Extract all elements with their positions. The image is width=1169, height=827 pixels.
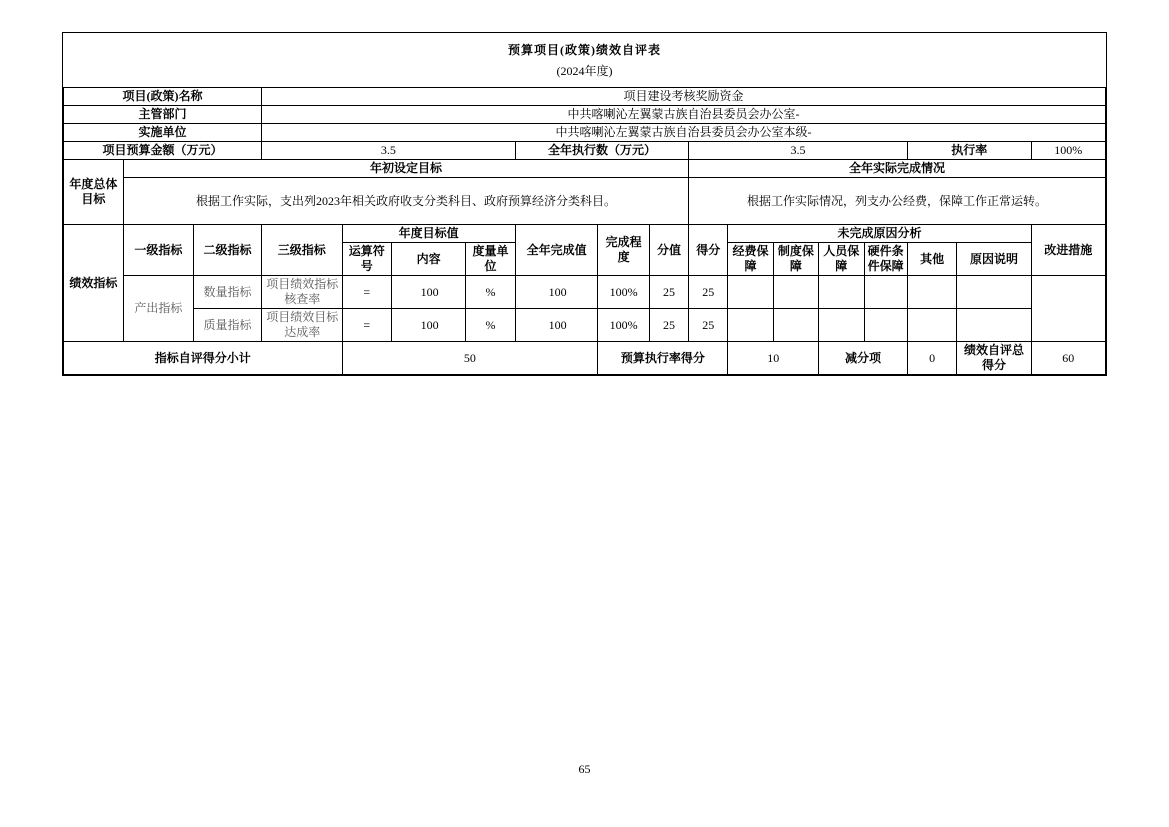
header-level1: 一级指标 (123, 225, 193, 276)
row-completion-degree: 100% (598, 309, 650, 342)
row-unit: % (466, 309, 516, 342)
exec-rate-score-value: 10 (728, 342, 819, 375)
row-annual-completed: 100 (515, 276, 598, 309)
row-level2: 数量指标 (193, 276, 261, 309)
department-label: 主管部门 (64, 106, 262, 124)
annual-exec-value: 3.5 (689, 142, 908, 160)
row-system-guarantee (773, 276, 818, 309)
department-row (64, 106, 1106, 124)
actual-completion-text: 根据工作实际情况，列支办公经费，保障工作正常运转。 (689, 178, 1106, 225)
row-level3: 项目绩效目标达成率 (262, 309, 342, 342)
row-level3: 项目绩效指标核查率 (262, 276, 342, 309)
project-name-value: 项目建设考核奖励资金 (262, 88, 1106, 106)
header-reason-note: 原因说明 (957, 243, 1031, 276)
main-table (63, 33, 1106, 375)
header-annual-completed: 全年完成值 (515, 225, 598, 276)
header-completion-degree: 完成程度 (598, 225, 650, 276)
subtitle-row (64, 62, 1106, 88)
row-personnel-guarantee (819, 276, 864, 309)
header-improvement: 改进措施 (1031, 225, 1105, 276)
exec-rate-value: 100% (1031, 142, 1105, 160)
header-level3: 三级指标 (262, 225, 342, 276)
annual-exec-label: 全年执行数（万元） (515, 142, 688, 160)
annual-goal-header-row (64, 160, 1106, 178)
header-other: 其他 (907, 243, 957, 276)
header-level2: 二级指标 (193, 225, 261, 276)
row-content: 100 (392, 309, 466, 342)
performance-row-label: 绩效指标 (64, 225, 124, 342)
budget-row (64, 142, 1106, 160)
project-name-label: 项目(政策)名称 (64, 88, 262, 106)
page-title: 预算项目(政策)绩效自评表 (508, 43, 661, 57)
initial-goal-text: 根据工作实际，支出列2023年相关政府收支分类科目、政府预算经济分类科目。 (123, 178, 688, 225)
total-label: 绩效自评总得分 (957, 342, 1031, 375)
budget-value: 3.5 (262, 142, 516, 160)
header-score-got: 得分 (689, 225, 728, 276)
deduction-value: 0 (907, 342, 957, 375)
initial-goal-header: 年初设定目标 (123, 160, 688, 178)
header-fund-guarantee: 经费保障 (728, 243, 773, 276)
project-name-row (64, 88, 1106, 106)
row-reason-note (957, 309, 1031, 342)
row-operator: = (342, 309, 392, 342)
department-value: 中共喀喇沁左翼蒙古族自治县委员会办公室- (262, 106, 1106, 124)
unit-row (64, 124, 1106, 142)
header-year-target-value: 年度目标值 (342, 225, 515, 243)
row-hardware-guarantee (864, 309, 907, 342)
row-fund-guarantee (728, 276, 773, 309)
exec-rate-score-label: 预算执行率得分 (598, 342, 728, 375)
header-unfinished-reason: 未完成原因分析 (728, 225, 1031, 243)
exec-rate-label: 执行率 (907, 142, 1031, 160)
header-content: 内容 (392, 243, 466, 276)
row-score-got: 25 (689, 309, 728, 342)
row-improvement (1031, 276, 1105, 342)
title-row (64, 33, 1106, 62)
row-other (907, 309, 957, 342)
row-operator: = (342, 276, 392, 309)
header-score-value: 分值 (649, 225, 688, 276)
performance-self-evaluation-table (62, 32, 1107, 376)
row-personnel-guarantee (819, 309, 864, 342)
row-system-guarantee (773, 309, 818, 342)
table-row (64, 276, 1106, 309)
unit-value: 中共喀喇沁左翼蒙古族自治县委员会办公室本级- (262, 124, 1106, 142)
total-value: 60 (1031, 342, 1105, 375)
row-fund-guarantee (728, 309, 773, 342)
row-level2: 质量指标 (193, 309, 261, 342)
page-subtitle: (2024年度) (64, 62, 1106, 88)
budget-label: 项目预算金额（万元） (64, 142, 262, 160)
header-personnel-guarantee: 人员保障 (819, 243, 864, 276)
unit-label: 实施单位 (64, 124, 262, 142)
row-score-value: 25 (649, 276, 688, 309)
header-unit: 度量单位 (466, 243, 516, 276)
page-number: 65 (578, 762, 591, 776)
row-reason-note (957, 276, 1031, 309)
row-score-value: 25 (649, 309, 688, 342)
self-score-label: 指标自评得分小计 (64, 342, 343, 375)
row-hardware-guarantee (864, 276, 907, 309)
deduction-label: 减分项 (819, 342, 908, 375)
row-annual-completed: 100 (515, 309, 598, 342)
row-completion-degree: 100% (598, 276, 650, 309)
header-system-guarantee: 制度保障 (773, 243, 818, 276)
row-content: 100 (392, 276, 466, 309)
self-score-value: 50 (342, 342, 598, 375)
header-hardware-guarantee: 硬件条件保障 (864, 243, 907, 276)
actual-completion-header: 全年实际完成情况 (689, 160, 1106, 178)
row-unit: % (466, 276, 516, 309)
row-score-got: 25 (689, 276, 728, 309)
header-operator: 运算符号 (342, 243, 392, 276)
annual-goal-row-label: 年度总体目标 (64, 160, 124, 225)
row-other (907, 276, 957, 309)
summary-row (64, 342, 1106, 375)
performance-header-row-1 (64, 225, 1106, 243)
row-level1: 产出指标 (123, 276, 193, 342)
annual-goal-content-row (64, 178, 1106, 225)
table-row (64, 309, 1106, 342)
